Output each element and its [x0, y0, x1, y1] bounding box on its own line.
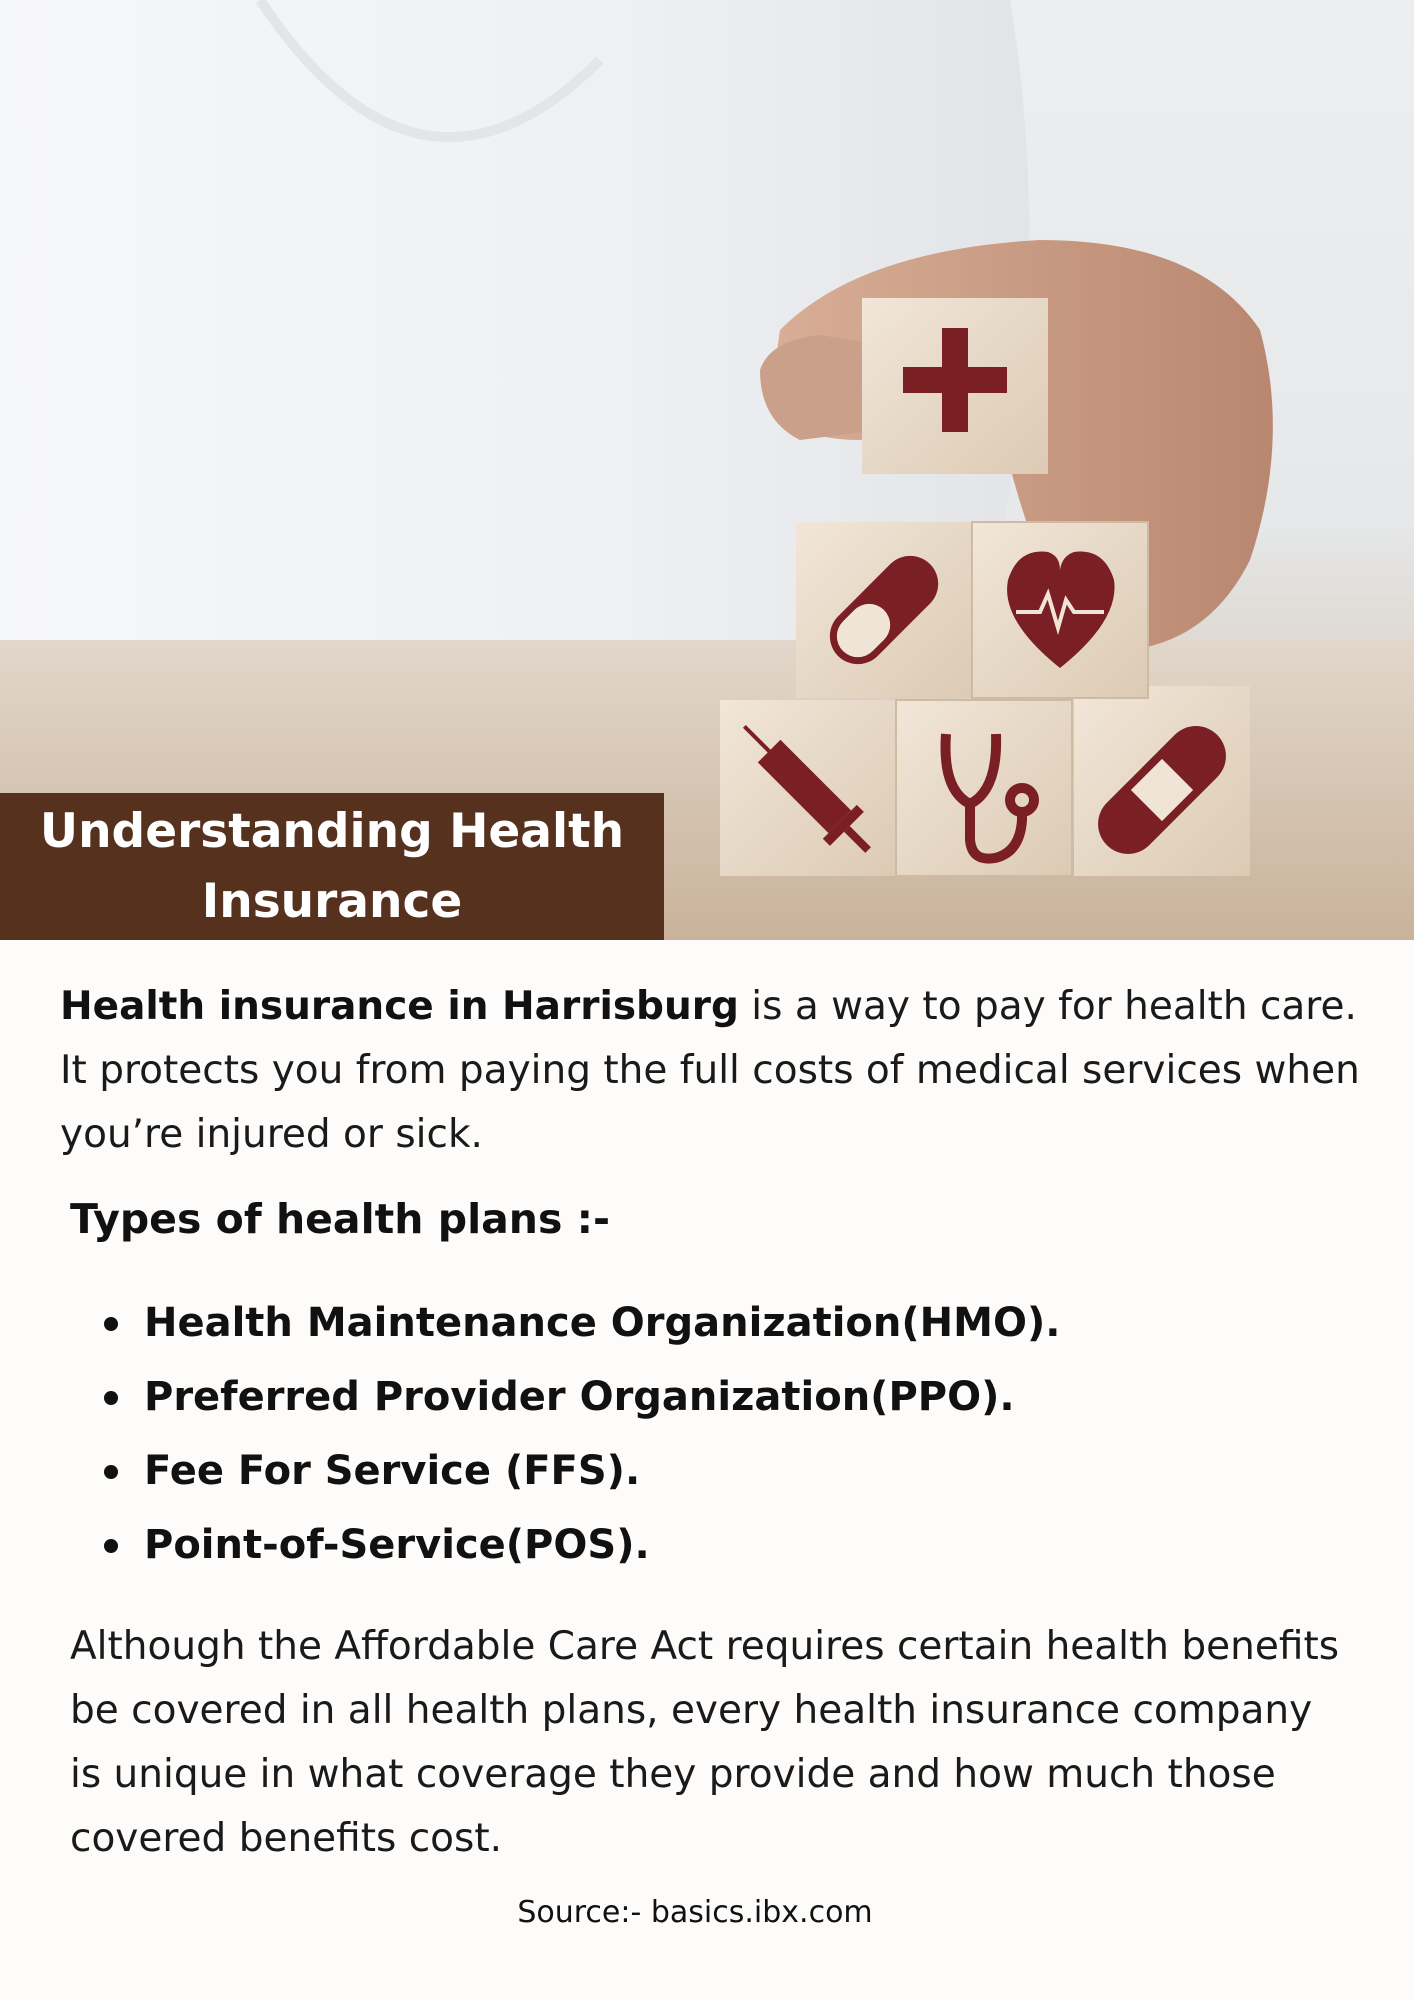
intro-text: is a way to pay for health care. It protects you from paying the full costs of medical services when you’re injured or sick. [60, 984, 1360, 1157]
list-item: Health Maintenance Organization(HMO). [100, 1293, 1060, 1367]
types-heading: Types of health plans :- [70, 1195, 611, 1243]
plan-list [100, 1293, 1060, 1589]
page-title: Understanding Health Insurance [0, 793, 664, 940]
closing-paragraph: Although the Affordable Care Act requires certain health benefits be covered in all health plans, every health insurance company is unique in what coverage they provide and how much those covered benefits cost. [70, 1624, 1340, 1861]
intro-lead: Health insurance in Harrisburg [60, 984, 739, 1029]
list-item: Preferred Provider Organization(PPO). [100, 1367, 1060, 1441]
list-item: Fee For Service (FFS). [100, 1441, 1060, 1515]
source-credit: Source:- basics.ibx.com [517, 1895, 873, 1930]
hero-image [0, 0, 1414, 940]
list-item: Point-of-Service(POS). [100, 1515, 1060, 1589]
intro-paragraph [60, 975, 1360, 1167]
